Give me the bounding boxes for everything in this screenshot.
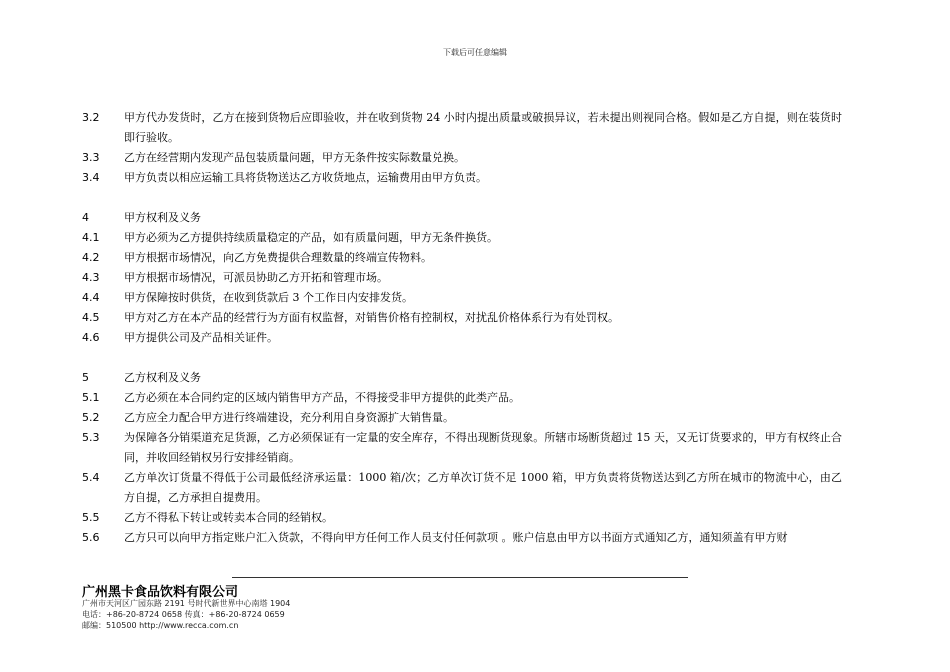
company-address: 广州市天河区广园东路 2191 号时代新世界中心南塔 1904 [82, 599, 291, 608]
company-postal-website: 邮编：510500 http://www.recca.com.cn [82, 621, 239, 630]
clause-number: 4.3 [82, 271, 100, 284]
clause-row [82, 428, 842, 468]
clause-number: 5.2 [82, 411, 100, 424]
company-name: 广州黑卡食品饮料有限公司 [82, 585, 239, 600]
clause-text: 乙方权利及义务 [124, 371, 201, 384]
clause-text: 乙方不得私下转让或转卖本合同的经销权。 [124, 511, 333, 524]
clause-row [82, 468, 842, 508]
clause-row [82, 328, 842, 348]
clause-text: 甲方提供公司及产品相关证件。 [124, 331, 278, 344]
clause-row [82, 148, 842, 168]
clause-text: 甲方权利及义务 [124, 211, 201, 224]
clause-number: 5.5 [82, 511, 100, 524]
clause-row [82, 408, 842, 428]
clause-number: 5.4 [82, 471, 100, 484]
clause-text: 乙方在经营期内发现产品包装质量问题，甲方无条件按实际数量兑换。 [124, 151, 465, 164]
clause-row [82, 228, 842, 248]
clause-text: 甲方根据市场情况，可派员协助乙方开拓和管理市场。 [124, 271, 388, 284]
clause-row [82, 108, 842, 148]
clause-row [82, 508, 842, 528]
clause-text: 为保障各分销渠道充足货源，乙方必须保证有一定量的安全库存，不得出现断货现象。所辖市场断货超过 15 天，又无订货要求的，甲方有权终止合同，并收回经销权另行安排经销商。 [124, 431, 842, 464]
clause-row [82, 368, 842, 388]
clause-number: 4.4 [82, 291, 100, 304]
header-note: 下载后可任意编辑 [443, 48, 507, 57]
company-phone-fax: 电话：+86-20-8724 0658 传真：+86-20-8724 0659 [82, 610, 285, 619]
clause-number: 5 [82, 371, 89, 384]
clause-text: 甲方保障按时供货，在收到货款后 3 个工作日内安排发货。 [124, 291, 413, 304]
clause-number: 4 [82, 211, 89, 224]
clause-row [82, 528, 842, 548]
clause-row [82, 388, 842, 408]
clause-number: 3.3 [82, 151, 100, 164]
clause-text: 甲方根据市场情况，向乙方免费提供合理数量的终端宣传物料。 [124, 251, 432, 264]
clause-number: 4.5 [82, 311, 100, 324]
section-spacer [82, 348, 842, 368]
clause-row [82, 248, 842, 268]
clause-number: 4.2 [82, 251, 100, 264]
clause-text: 甲方负责以相应运输工具将货物送达乙方收货地点，运输费用由甲方负责。 [124, 171, 487, 184]
clause-text: 甲方代办发货时，乙方在接到货物后应即验收，并在收到货物 24 小时内提出质量或破损异议，若未提出则视同合格。假如是乙方自提，则在装货时即行验收。 [124, 111, 842, 144]
clause-list [82, 108, 842, 548]
clause-number: 4.1 [82, 231, 100, 244]
clause-number: 3.2 [82, 111, 100, 124]
clause-text: 甲方对乙方在本产品的经营行为方面有权监督，对销售价格有控制权，对扰乱价格体系行为有处罚权。 [124, 311, 619, 324]
section-spacer [82, 188, 842, 208]
clause-row [82, 268, 842, 288]
clause-row [82, 288, 842, 308]
clause-row [82, 208, 842, 228]
clause-number: 4.6 [82, 331, 100, 344]
clause-number: 5.6 [82, 531, 100, 544]
clause-row [82, 308, 842, 328]
clause-number: 3.4 [82, 171, 100, 184]
clause-text: 乙方只可以向甲方指定账户汇入货款，不得向甲方任何工作人员支付任何款项 。账户信息由甲方以书面方式通知乙方，通知须盖有甲方财 [124, 531, 788, 544]
clause-text: 甲方必须为乙方提供持续质量稳定的产品，如有质量问题，甲方无条件换货。 [124, 231, 498, 244]
clause-row [82, 168, 842, 188]
clause-text: 乙方应全力配合甲方进行终端建设，充分利用自身资源扩大销售量。 [124, 411, 454, 424]
clause-text: 乙方单次订货量不得低于公司最低经济承运量：1000 箱/次；乙方单次订货不足 1000 箱，甲方负责将货物送达到乙方所在城市的物流中心，由乙方自提，乙方承担自提费用。 [124, 471, 842, 504]
clause-number: 5.1 [82, 391, 100, 404]
footer-divider [232, 577, 688, 578]
clause-text: 乙方必须在本合同约定的区域内销售甲方产品，不得接受非甲方提供的此类产品。 [124, 391, 520, 404]
clause-number: 5.3 [82, 431, 100, 444]
